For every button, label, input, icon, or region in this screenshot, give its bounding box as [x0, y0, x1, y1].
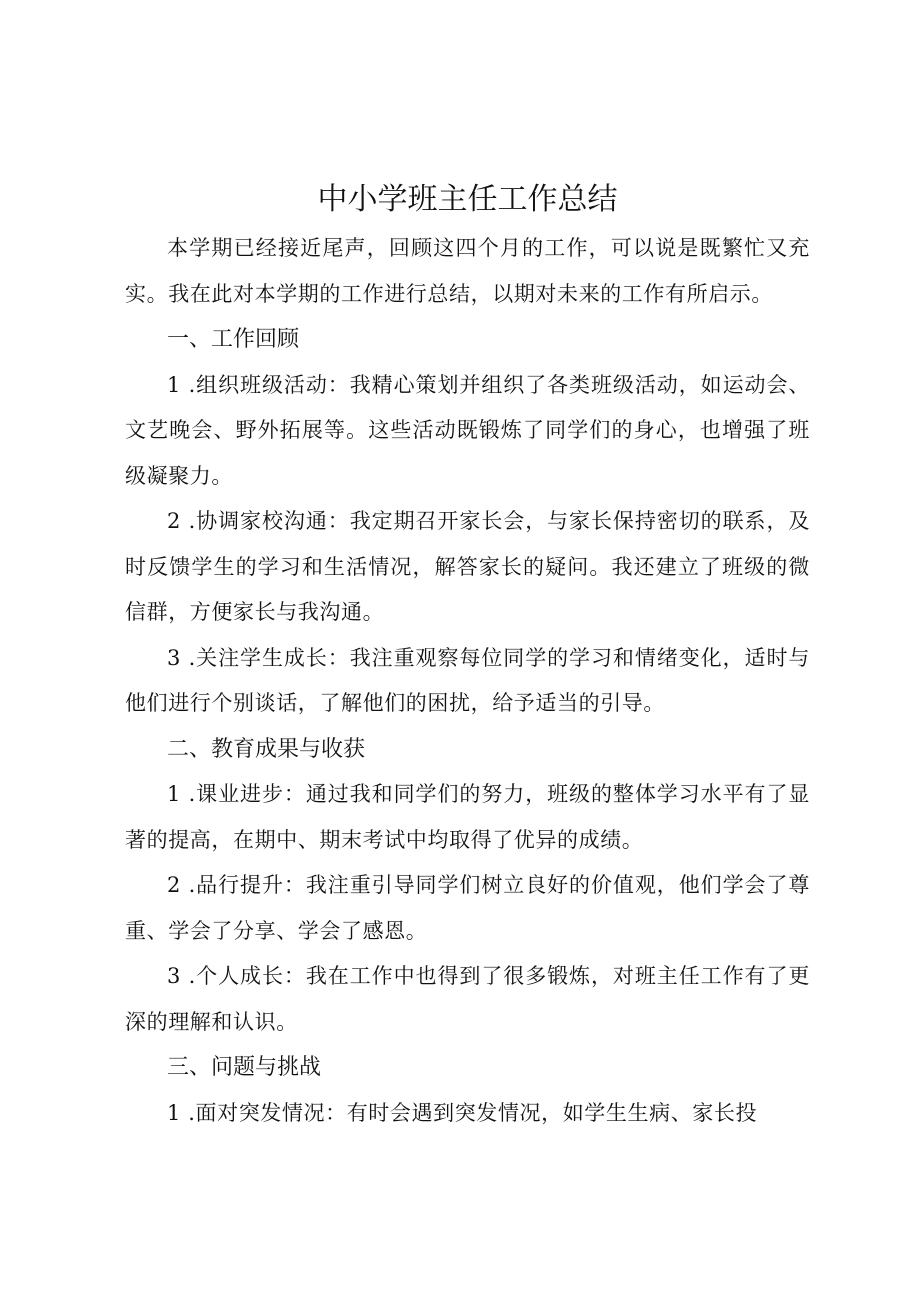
document-title: 中小学班主任工作总结 [317, 182, 618, 217]
section-heading-results: 二、教育成果与收获 [167, 736, 366, 762]
document-body [125, 176, 810, 1136]
section-2-item-3: 3 .个人成长：我在工作中也得到了很多锻炼，对班主任工作有了更深的理解和认识。 [125, 964, 810, 1034]
section-heading-challenges: 三、问题与挑战 [167, 1055, 322, 1080]
section-3-item-1: 1 .面对突发情况：有时会遇到突发情况，如学生生病、家长投 [167, 1100, 758, 1125]
section-2-item-1: 1 .课业进步：通过我和同学们的努力，班级的整体学习水平有了显著的提高，在期中、期末考试中均取得了优异的成绩。 [125, 782, 810, 852]
section-1-item-1: 1 .组织班级活动：我精心策划并组织了各类班级活动，如运动会、文艺晚会、野外拓展等。这些活动既锻炼了同学们的身心，也增强了班级凝聚力。 [125, 372, 810, 488]
section-1-item-3: 3 .关注学生成长：我注重观察每位同学的学习和情绪变化，适时与他们进行个别谈话，了解他们的困扰，给予适当的引导。 [125, 645, 810, 715]
section-1-item-2: 2 .协调家校沟通：我定期召开家长会，与家长保持密切的联系，及时反馈学生的学习和生活情况，解答家长的疑问。我还建立了班级的微信群，方便家长与我沟通。 [125, 509, 810, 624]
section-heading-work-review: 一、工作回顾 [167, 327, 300, 352]
intro-paragraph: 本学期已经接近尾声，回顾这四个月的工作，可以说是既繁忙又充实。我在此对本学期的工作进行总结，以期对未来的工作有所启示。 [125, 236, 810, 306]
section-2-item-2: 2 .品行提升：我注重引导同学们树立良好的价值观，他们学会了尊重、学会了分享、学会了感恩。 [125, 873, 810, 943]
